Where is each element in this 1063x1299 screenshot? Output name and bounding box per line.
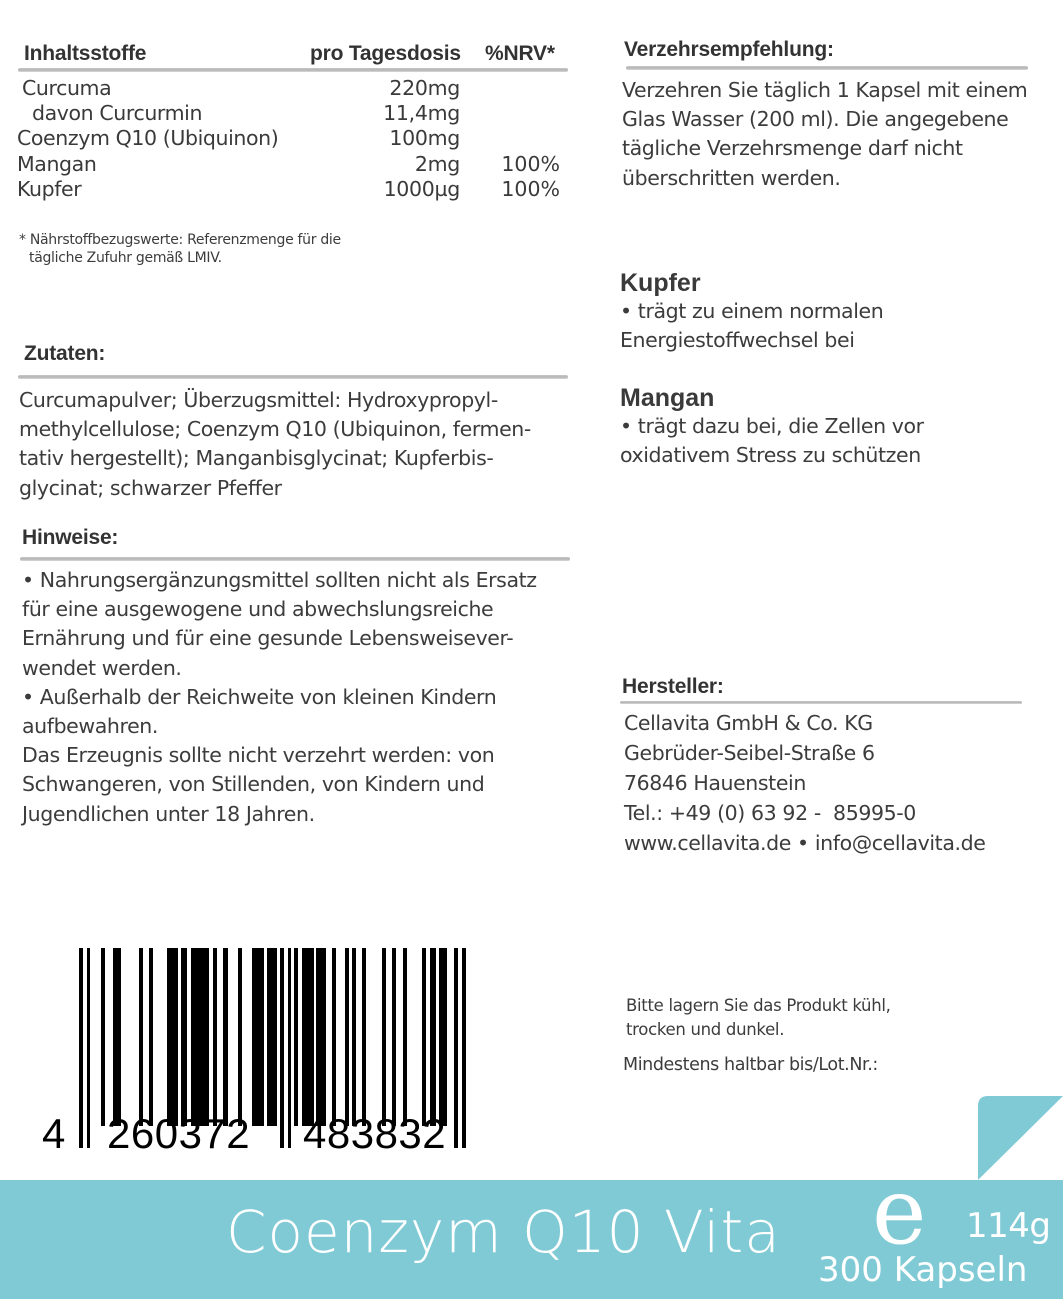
divider xyxy=(626,66,1028,70)
estimated-sign-icon: e xyxy=(872,1158,927,1265)
text-line: Schwangeren, von Stillenden, von Kindern und xyxy=(22,772,485,797)
text-line: • trägt dazu bei, die Zellen vor xyxy=(620,414,924,438)
divider xyxy=(20,557,570,561)
ingredients-text xyxy=(19,386,531,503)
street: Gebrüder-Seibel-Straße 6 xyxy=(624,741,875,765)
footnote-line: * Nährstoffbezugswerte: Referenzmenge für die xyxy=(19,232,341,248)
text-line: Jugendlichen unter 18 Jahren. xyxy=(22,801,315,826)
text-line: für eine ausgewogene und abwechslungsreiche xyxy=(22,597,494,622)
nutrient-row xyxy=(0,152,560,177)
claim-mangan xyxy=(620,384,924,470)
nutrient-dose: 220mg xyxy=(389,76,460,100)
barcode-right-digits: 483832 xyxy=(303,1110,447,1157)
claim-title: Mangan xyxy=(620,384,715,412)
nutrient-dose: 1000µg xyxy=(383,177,460,201)
nrv-footnote xyxy=(19,231,341,267)
header-nrv: %NRV* xyxy=(485,42,555,65)
nutrient-name: Curcuma xyxy=(22,76,112,100)
text-line: trocken und dunkel. xyxy=(626,1020,785,1039)
text-line: methylcellulose; Coenzym Q10 (Ubiquinon, fermen- xyxy=(19,417,531,442)
text-line: Ernährung und für eine gesunde Lebensweisever- xyxy=(22,626,514,651)
nutrient-name: Kupfer xyxy=(17,177,82,201)
text-line: tägliche Verzehrsmenge darf nicht xyxy=(622,136,963,161)
recommendation-text xyxy=(622,76,1027,193)
nutrient-row xyxy=(0,177,560,202)
claim-kupfer xyxy=(620,269,883,355)
nutrient-name: Mangan xyxy=(17,152,97,176)
phone: Tel.: +49 (0) 63 92 - 85995-0 xyxy=(624,801,916,825)
text-line: aufbewahren. xyxy=(22,714,159,739)
nutrient-nrv: 100% xyxy=(501,152,560,176)
corner-fold-icon xyxy=(978,1094,1063,1180)
nutrient-name: Coenzym Q10 (Ubiquinon) xyxy=(17,126,279,150)
nutrient-dose: 100mg xyxy=(389,126,460,150)
text-line: • Nahrungsergänzungsmittel sollten nicht als Ersatz xyxy=(22,568,537,592)
net-weight: 114g xyxy=(966,1206,1051,1246)
divider xyxy=(620,701,1022,704)
text-line: überschritten werden. xyxy=(622,165,841,190)
text-line: Glas Wasser (200 ml). Die angegebene xyxy=(622,107,1009,132)
nutrient-dose: 2mg xyxy=(414,152,460,176)
text-line: • trägt zu einem normalen xyxy=(620,299,884,323)
company-name: Cellavita GmbH & Co. KG xyxy=(624,711,873,735)
nutrient-row xyxy=(0,101,560,126)
footnote-line: tägliche Zufuhr gemäß LMIV. xyxy=(29,250,222,266)
header-ingredient: Inhaltsstoffe xyxy=(24,42,147,65)
barcode-first-digit: 4 xyxy=(42,1110,66,1157)
text-line: oxidativem Stress zu schützen xyxy=(620,443,921,468)
recommendation-title: Verzehrsempfehlung: xyxy=(624,38,834,61)
text-line: Verzehren Sie täglich 1 Kapsel mit einem xyxy=(622,78,1028,102)
product-name: Coenzym Q10 Vita xyxy=(226,1198,781,1266)
web-email: www.cellavita.de • info@cellavita.de xyxy=(624,831,986,855)
storage-note xyxy=(626,994,891,1042)
text-line: Das Erzeugnis sollte nicht verzehrt werden: von xyxy=(22,743,495,768)
notes-title: Hinweise: xyxy=(22,526,119,549)
nutrient-table-header xyxy=(0,42,570,70)
manufacturer-title: Hersteller: xyxy=(622,675,724,698)
nutrient-dose: 11,4mg xyxy=(383,101,460,125)
text-line: glycinat; schwarzer Pfeffer xyxy=(19,475,282,500)
claim-title: Kupfer xyxy=(620,269,701,297)
text-line: Energiestoffwechsel bei xyxy=(620,328,855,353)
nutrient-nrv: 100% xyxy=(501,177,560,201)
text-line: Bitte lagern Sie das Produkt kühl, xyxy=(626,996,891,1015)
nutrient-row xyxy=(0,76,560,101)
city: 76846 Hauenstein xyxy=(624,771,806,795)
text-line: Curcumapulver; Überzugsmittel: Hydroxypropyl- xyxy=(19,388,498,412)
ingredients-title: Zutaten: xyxy=(24,342,106,365)
text-line: • Außerhalb der Reichweite von kleinen Kindern xyxy=(22,684,497,709)
best-before-label: Mindestens haltbar bis/Lot.Nr.: xyxy=(623,1055,878,1075)
capsule-count: 300 Kapseln xyxy=(818,1250,1028,1290)
divider xyxy=(18,375,568,379)
notes-text xyxy=(22,566,537,829)
divider xyxy=(18,68,568,72)
text-line: tativ hergestellt); Manganbisglycinat; Kupferbis- xyxy=(19,446,494,471)
nutrient-name: davon Curcurmin xyxy=(32,101,203,125)
text-line: wendet werden. xyxy=(22,655,182,680)
barcode-left-digits: 260372 xyxy=(107,1110,251,1157)
manufacturer-address xyxy=(624,708,985,858)
nutrient-row xyxy=(0,126,560,151)
header-dose: pro Tagesdosis xyxy=(310,42,461,65)
